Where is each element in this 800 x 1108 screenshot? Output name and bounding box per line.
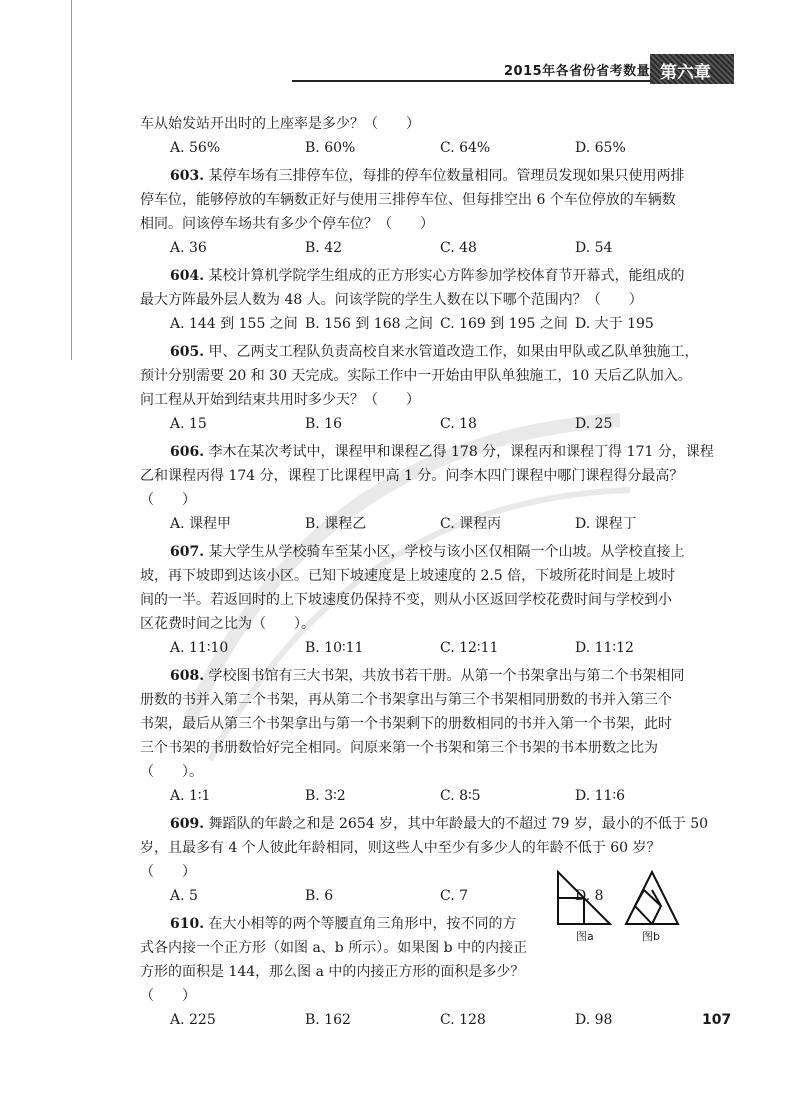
book-title: 2015年各省份省考数量 [504,64,651,79]
question-block [140,340,720,440]
question-text: 间的一半。若返回时的上下坡速度仍保持不变，则从小区返回学校花费时间与学校到小 [140,592,672,608]
question-line [140,540,720,564]
answer-options [140,512,720,536]
answer-option: B. 课程乙 [305,516,367,532]
question-line [140,340,720,364]
question-text: 方形的面积是 144，那么图 a 中的内接正方形的面积是多少？ [140,964,525,980]
question-block [140,164,720,264]
question-line [140,736,720,760]
page-header [0,0,800,90]
answer-option: B. 60% [305,140,356,156]
answer-option: B. 156 到 168 之间 [305,316,433,332]
question-text: 三个书架的书册数恰好完全相同。问原来第一个书架和第三个书架的书本册数之比为 [140,740,658,756]
answer-option: C. 169 到 195 之间 [440,316,568,332]
answer-option: B. 6 [305,888,334,904]
question-line [140,264,720,288]
page-number: 107 [702,1012,732,1028]
answer-options [140,1008,720,1032]
question-text: 预计分别需要 20 和 30 天完成。实际工作中一开始由甲队单独施工，10 天后乙队加入。 [140,368,692,384]
answer-option: A. 56% [170,140,221,156]
question-text: 岁，且最多有 4 个人彼此年龄相同，则这些人中至少有多少人的年龄不低于 60 岁？ [140,840,661,856]
answer-options [140,236,720,260]
question-line [140,984,720,1008]
answer-option: C. 64% [440,140,491,156]
question-line [140,812,720,836]
answer-option: A. 36 [170,240,207,256]
question-number: 609. [170,816,205,832]
question-line [140,760,720,784]
answer-option: B. 10∶11 [305,640,364,656]
question-text: 李木在某次考试中，课程甲和课程乙得 178 分，课程丙和课程丁得 171 分，课程 [204,444,714,460]
figure-triangles [548,866,728,936]
answer-option: C. 12∶11 [440,640,499,656]
answer-option: C. 7 [440,888,469,904]
question-line [140,164,720,188]
question-number: 606. [170,444,205,460]
question-line [140,612,720,636]
header-rule [292,80,712,82]
answer-option: A. 11∶10 [170,640,229,656]
question-text: 在大小相等的两个等腰直角三角形中，按不同的方 [204,916,517,932]
question-line [140,960,720,984]
question-line [140,364,720,388]
question-text: 坡，再下坡即到达该小区。已知下坡速度是上坡速度的 2.5 倍，下坡所花时间是上坡时 [140,568,676,584]
figure-b-label: 图b [642,930,660,943]
question-text: 某校计算机学院学生组成的正方形实心方阵参加学校体育节开幕式，能组成的 [204,268,685,284]
question-line [140,712,720,736]
question-line [140,188,720,212]
question-text: （ ） [140,492,196,508]
chapter-label: 第六章 [660,63,711,83]
question-line [140,564,720,588]
question-text: 学校图书馆有三大书架，共放书若干册。从第一个书架拿出与第二个书架相同 [204,668,685,684]
question-text: 乙和课程丙得 174 分，课程丁比课程甲高 1 分。问李木四门课程中哪门课程得分最高？ [140,468,684,484]
answer-option: B. 162 [305,1012,351,1028]
question-number: 604. [170,268,205,284]
answer-option: A. 225 [170,1012,216,1028]
answer-option: D. 98 [575,1012,613,1028]
answer-option: A. 5 [170,888,198,904]
question-number: 610. [170,916,205,932]
answer-option: C. 18 [440,416,477,432]
answer-option: D. 65% [575,140,626,156]
answer-option: D. 54 [575,240,613,256]
answer-option: A. 1∶1 [170,788,211,804]
figures [548,866,728,946]
answer-option: D. 25 [575,416,613,432]
answer-option: B. 42 [305,240,343,256]
question-block [140,664,720,812]
answer-option: B. 3∶2 [305,788,346,804]
question-line [140,288,720,312]
question-line [140,664,720,688]
question-number: 608. [170,668,205,684]
question-block [140,540,720,664]
question-text: 书架，最后从第三个书架拿出与第一个书架剩下的册数相同的书并入第一个书架，此时 [140,716,672,732]
answer-options [140,312,720,336]
question-text: 舞蹈队的年龄之和是 2654 岁，其中年龄最大的不超过 79 岁，最小的不低于 50 [204,816,709,832]
question-text: 停车位，能够停放的车辆数正好与使用三排停车位、但每排空出 6 个车位停放的车辆数 [140,192,676,208]
answer-option: A. 144 到 155 之间 [170,316,298,332]
question-text: 问工程从开始到结束共用时多少天？（ ） [140,392,420,408]
answer-option: D. 11∶12 [575,640,634,656]
answer-options [140,784,720,808]
question-text: 区花费时间之比为（ ）。 [140,616,315,632]
question-text: 最大方阵最外层人数为 48 人。问该学院的学生人数在以下哪个范围内？（ ） [140,292,643,308]
answer-option: D. 8 [575,888,604,904]
question-block [140,112,720,164]
question-text: 甲、乙两支工程队负责高校自来水管道改造工作，如果由甲队或乙队单独施工， [204,344,699,360]
question-line [140,588,720,612]
question-text: （ ）。 [140,764,203,780]
question-text: 某停车场有三排停车位，每排的停车位数量相同。管理员发现如果只使用两排 [204,168,685,184]
question-line [140,836,720,860]
answer-option: D. 11∶6 [575,788,625,804]
question-text: 册数的书并入第二个书架，再从第二个书架拿出与第三个书架相同册数的书并入第三个 [140,692,672,708]
answer-option: D. 大于 195 [575,316,654,332]
answer-option: C. 48 [440,240,477,256]
answer-options [140,412,720,436]
question-block [140,440,720,540]
answer-option: C. 课程丙 [440,516,502,532]
answer-option: C. 128 [440,1012,486,1028]
answer-options [140,136,720,160]
question-text: 相同。问该停车场共有多少个停车位？（ ） [140,216,434,232]
answer-option: C. 8∶5 [440,788,481,804]
question-text: 式各内接一个正方形（如图 a、b 所示）。如果图 b 中的内接正 [140,940,528,956]
question-number: 607. [170,544,205,560]
answer-option: D. 课程丁 [575,516,637,532]
question-line [140,388,720,412]
question-line [140,688,720,712]
question-block [140,264,720,340]
figure-a [558,872,610,924]
answer-option: B. 16 [305,416,343,432]
question-line [140,440,720,464]
question-text: 车从始发站开出时的上座率是多少？（ ） [140,116,420,132]
answer-options [140,636,720,660]
question-line [140,212,720,236]
question-line [140,488,720,512]
question-text: （ ） [140,988,196,1004]
answer-option: A. 课程甲 [170,516,232,532]
answer-option: A. 15 [170,416,207,432]
question-line [140,112,720,136]
question-text: （ ） [140,864,196,880]
question-line [140,464,720,488]
figure-b [626,872,678,924]
question-number: 603. [170,168,205,184]
figure-a-label: 图a [576,930,594,943]
question-text: 某大学生从学校骑车至某小区，学校与该小区仅相隔一个山坡。从学校直接上 [204,544,685,560]
question-number: 605. [170,344,205,360]
